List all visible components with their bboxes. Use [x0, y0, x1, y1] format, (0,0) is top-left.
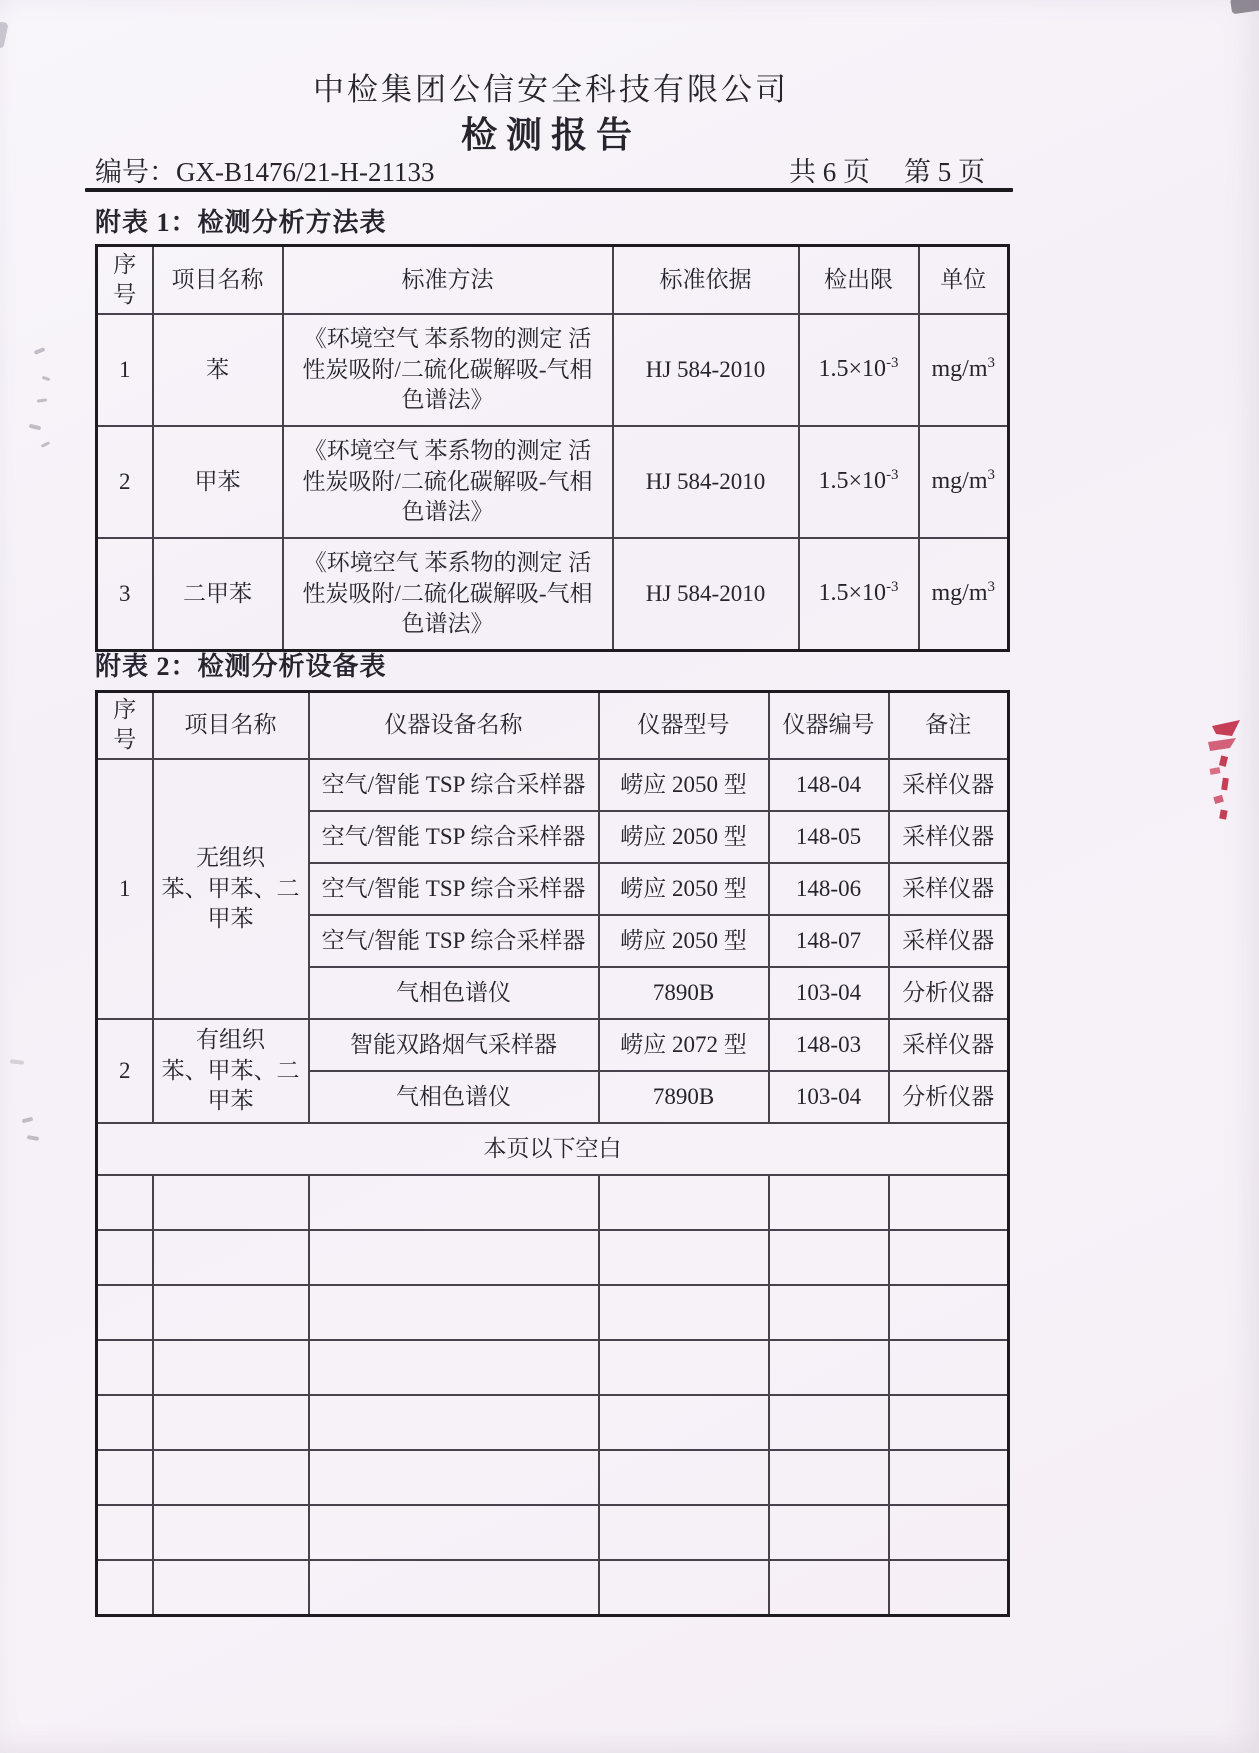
pencil-mark: [34, 347, 46, 355]
unit-base: mg/m: [931, 356, 988, 383]
device-serial-cell: 103-04: [769, 967, 889, 1019]
empty-row: [97, 1560, 1009, 1616]
edge-smudge: [0, 21, 9, 49]
table-row: [97, 538, 1009, 651]
detection-limit-cell: [799, 426, 919, 538]
empty-cell: [97, 1560, 153, 1616]
device-serial-cell: 148-07: [769, 915, 889, 967]
empty-cell: [97, 1230, 153, 1285]
corner-smudge: [1230, 0, 1259, 14]
pencil-mark: [42, 376, 51, 381]
empty-cell: [153, 1285, 309, 1340]
pencil-mark: [27, 1135, 40, 1141]
table-row: [97, 1019, 1009, 1071]
empty-cell: [309, 1230, 599, 1285]
empty-cell: [769, 1450, 889, 1505]
empty-cell: [309, 1340, 599, 1395]
blank-note-cell: 本页以下空白: [97, 1123, 1009, 1175]
header-divider-rule: [85, 188, 1013, 192]
device-name-cell: 气相色谱仪: [309, 967, 599, 1019]
empty-cell: [769, 1175, 889, 1230]
equipment-table: [95, 690, 1010, 1617]
row-index-cell: 2: [97, 426, 153, 538]
device-model-cell: 崂应 2050 型: [599, 811, 769, 863]
empty-cell: [599, 1505, 769, 1560]
report-number: [95, 150, 434, 189]
limit-base: 1.5×10: [818, 356, 887, 383]
empty-cell: [889, 1395, 1009, 1450]
empty-row: [97, 1230, 1009, 1285]
group-index-cell: 1: [97, 759, 153, 1019]
methods-header-row: [97, 246, 1009, 315]
empty-cell: [153, 1505, 309, 1560]
empty-cell: [769, 1560, 889, 1616]
row-index-cell: 1: [97, 314, 153, 426]
empty-cell: [97, 1175, 153, 1230]
pencil-mark: [10, 1059, 24, 1064]
empty-cell: [153, 1175, 309, 1230]
equipment-header-row: [97, 692, 1009, 759]
current-page-label: 第 5 页: [904, 157, 985, 187]
company-name: 中检集团公信安全科技有限公司: [313, 72, 789, 107]
empty-cell: [889, 1230, 1009, 1285]
table-row: [97, 314, 1009, 426]
report-number-value: GX-B1476/21-H-21133: [176, 157, 435, 187]
empty-cell: [599, 1175, 769, 1230]
empty-cell: [889, 1505, 1009, 1560]
limit-exponent: -3: [886, 355, 899, 372]
empty-cell: [599, 1450, 769, 1505]
column-header-project: 项目名称: [153, 692, 309, 759]
column-header-remark: 备注: [889, 692, 1009, 759]
standard-method-cell: 《环境空气 苯系物的测定 活性炭吸附/二硫化碳解吸-气相色谱法》: [283, 426, 613, 538]
row-index-cell: 3: [97, 538, 153, 651]
column-header-device: 仪器设备名称: [309, 692, 599, 759]
item-name-cell: 二甲苯: [153, 538, 283, 651]
column-header-unit: 单位: [919, 246, 1009, 315]
pencil-mark: [37, 398, 47, 402]
device-model-cell: 7890B: [599, 967, 769, 1019]
column-header-model: 仪器型号: [599, 692, 769, 759]
empty-cell: [309, 1505, 599, 1560]
empty-row: [97, 1175, 1009, 1230]
empty-row: [97, 1505, 1009, 1560]
device-name-cell: 空气/智能 TSP 综合采样器: [309, 863, 599, 915]
detection-limit-cell: [799, 538, 919, 651]
empty-cell: [599, 1230, 769, 1285]
project-name-line2: 苯、甲苯、二甲苯: [161, 1057, 300, 1113]
empty-cell: [599, 1395, 769, 1450]
project-name-line1: 无组织: [196, 845, 265, 871]
pencil-mark: [41, 441, 50, 448]
item-name-cell: 苯: [153, 314, 283, 426]
empty-cell: [599, 1340, 769, 1395]
remark-cell: 采样仪器: [889, 1019, 1009, 1071]
table-row: [97, 426, 1009, 538]
empty-cell: [889, 1340, 1009, 1395]
device-name-cell: 气相色谱仪: [309, 1071, 599, 1123]
table1-caption: 附表 1：检测分析方法表: [95, 208, 387, 237]
device-model-cell: 崂应 2072 型: [599, 1019, 769, 1071]
empty-cell: [97, 1285, 153, 1340]
empty-cell: [153, 1340, 309, 1395]
standard-basis-cell: HJ 584-2010: [613, 426, 799, 538]
empty-cell: [599, 1285, 769, 1340]
column-header-no: 序号: [97, 692, 153, 759]
column-header-limit: 检出限: [799, 246, 919, 315]
report-number-label: 编号：: [95, 157, 176, 187]
remark-cell: 采样仪器: [889, 759, 1009, 811]
item-name-cell: 甲苯: [153, 426, 283, 538]
column-header-serial: 仪器编号: [769, 692, 889, 759]
column-header-basis: 标准依据: [613, 246, 799, 315]
methods-table: [95, 244, 1010, 652]
empty-cell: [309, 1450, 599, 1505]
remark-cell: 采样仪器: [889, 863, 1009, 915]
device-serial-cell: 148-03: [769, 1019, 889, 1071]
device-name-cell: 空气/智能 TSP 综合采样器: [309, 759, 599, 811]
column-header-item: 项目名称: [153, 246, 283, 315]
remark-cell: 采样仪器: [889, 915, 1009, 967]
empty-cell: [309, 1285, 599, 1340]
project-name-cell: [153, 759, 309, 1019]
empty-cell: [153, 1450, 309, 1505]
empty-cell: [309, 1560, 599, 1616]
empty-row: [97, 1285, 1009, 1340]
standard-method-cell: 《环境空气 苯系物的测定 活性炭吸附/二硫化碳解吸-气相色谱法》: [283, 538, 613, 651]
device-name-cell: 空气/智能 TSP 综合采样器: [309, 915, 599, 967]
unit-cell: [919, 426, 1009, 538]
pencil-mark: [29, 424, 42, 431]
limit-base: 1.5×10: [818, 580, 887, 607]
empty-cell: [769, 1230, 889, 1285]
table-row: [97, 759, 1009, 811]
blank-note-row: [97, 1123, 1009, 1175]
empty-cell: [769, 1340, 889, 1395]
empty-cell: [97, 1505, 153, 1560]
empty-cell: [153, 1230, 309, 1285]
total-pages-label: 共 6 页: [789, 157, 870, 187]
project-name-cell: [153, 1019, 309, 1123]
project-name-line2: 苯、甲苯、二甲苯: [161, 875, 300, 931]
empty-row: [97, 1395, 1009, 1450]
device-model-cell: 崂应 2050 型: [599, 759, 769, 811]
empty-cell: [889, 1175, 1009, 1230]
standard-basis-cell: HJ 584-2010: [613, 314, 799, 426]
limit-exponent: -3: [886, 579, 899, 596]
unit-base: mg/m: [931, 468, 988, 495]
table2-caption: 附表 2：检测分析设备表: [95, 652, 387, 681]
empty-cell: [769, 1395, 889, 1450]
empty-cell: [889, 1560, 1009, 1616]
unit-exponent: 3: [987, 355, 995, 372]
empty-row: [97, 1450, 1009, 1505]
empty-cell: [97, 1450, 153, 1505]
empty-row: [97, 1340, 1009, 1395]
unit-cell: [919, 314, 1009, 426]
red-stamp-fragment: [1206, 718, 1259, 822]
empty-cell: [889, 1285, 1009, 1340]
standard-method-cell: 《环境空气 苯系物的测定 活性炭吸附/二硫化碳解吸-气相色谱法》: [283, 314, 613, 426]
limit-exponent: -3: [886, 467, 899, 484]
detection-limit-cell: [799, 314, 919, 426]
project-name-line1: 有组织: [196, 1027, 265, 1053]
report-title: 检测报告: [460, 115, 641, 155]
device-model-cell: 7890B: [599, 1071, 769, 1123]
standard-basis-cell: HJ 584-2010: [613, 538, 799, 651]
column-header-method: 标准方法: [283, 246, 613, 315]
unit-exponent: 3: [987, 579, 995, 596]
unit-cell: [919, 538, 1009, 651]
device-name-cell: 空气/智能 TSP 综合采样器: [309, 811, 599, 863]
device-serial-cell: 148-04: [769, 759, 889, 811]
device-serial-cell: 148-06: [769, 863, 889, 915]
limit-base: 1.5×10: [818, 468, 887, 495]
unit-base: mg/m: [931, 580, 988, 607]
column-header-no: 序号: [97, 246, 153, 315]
empty-cell: [97, 1340, 153, 1395]
device-serial-cell: 103-04: [769, 1071, 889, 1123]
device-model-cell: 崂应 2050 型: [599, 915, 769, 967]
empty-cell: [889, 1450, 1009, 1505]
remark-cell: 分析仪器: [889, 1071, 1009, 1123]
report-meta-row: [95, 150, 985, 189]
empty-cell: [153, 1560, 309, 1616]
pencil-mark: [22, 1117, 34, 1124]
remark-cell: 分析仪器: [889, 967, 1009, 1019]
group-index-cell: 2: [97, 1019, 153, 1123]
empty-cell: [769, 1285, 889, 1340]
device-model-cell: 崂应 2050 型: [599, 863, 769, 915]
empty-cell: [309, 1175, 599, 1230]
empty-cell: [599, 1560, 769, 1616]
empty-cell: [309, 1395, 599, 1450]
device-serial-cell: 148-05: [769, 811, 889, 863]
empty-cell: [769, 1505, 889, 1560]
page-info: [755, 150, 985, 189]
unit-exponent: 3: [987, 467, 995, 484]
device-name-cell: 智能双路烟气采样器: [309, 1019, 599, 1071]
empty-cell: [153, 1395, 309, 1450]
empty-cell: [97, 1395, 153, 1450]
remark-cell: 采样仪器: [889, 811, 1009, 863]
